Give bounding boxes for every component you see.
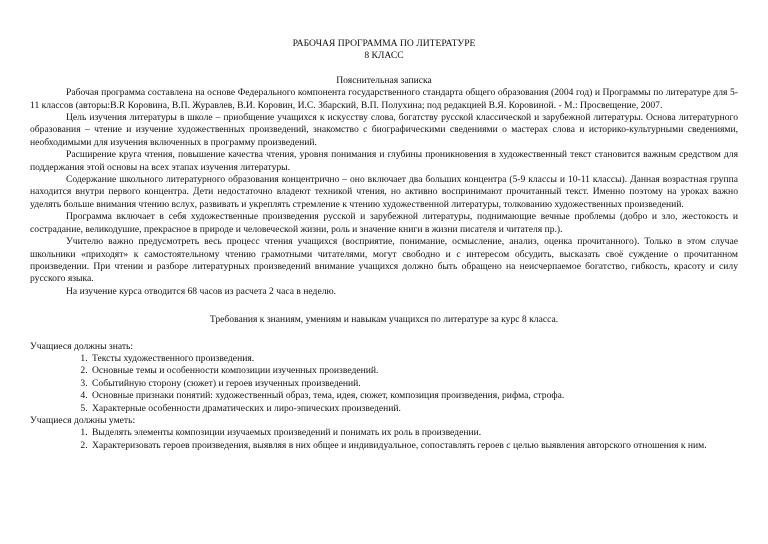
list-item: 1. Выделять элементы композиции изучаемых произведений и понимать их роль в произведении. (90, 427, 738, 439)
note-paragraph: Рабочая программа составлена на основе Федерального компонента государственного стандарта общего образования (2004 год) и Программы по литературе для 5-11 классов (авторы:В.R Коровина, В.П. Журавлев, В.И. Коровин, И.С. Збарский, В.П. Полухина; под редакцией В.Я. Коровиной. - М.: Просвещение, 2007. (30, 87, 738, 111)
grade-label: 8 КЛАСС (364, 50, 404, 62)
note-paragraph: На изучение курса отводится 68 часов из расчета 2 часа в неделю. (66, 285, 337, 297)
document-title: РАБОЧАЯ ПРОГРАММА ПО ЛИТЕРАТУРЕ (292, 38, 476, 49)
list-item: 2. Характеризовать героев произведения, выявляя в них общее и индивидуальное, сопоставлять героев с целью выявления авторского отношения к ним. (90, 440, 738, 452)
list-item: 4. Основные признаки понятий: художественный образ, тема, идея, сюжет, композиция произведения, рифма, строфа. (90, 390, 738, 402)
can-intro: Учащиеся должны уметь: (30, 414, 136, 426)
note-paragraph: Расширение круга чтения, повышение качества чтения, уровня понимания и глубины проникновения в художественный текст становится важным средством для поддержания этой основы на всех этапах изучения литературы. (30, 149, 738, 173)
note-paragraph: Цель изучения литературы в школе – приобщение учащихся к искусству слова, богатству русской классической и зарубежной литературы. Основа литературного образования – чтение и изучение художественных произведений, знакомство с биографическими сведениями о мастерах слова и историко-культурными сведениями, необходимыми для изучения включенных в программу произведений. (30, 112, 738, 148)
know-list (30, 353, 738, 415)
know-intro: Учащиеся должны знать: (30, 340, 134, 352)
list-item: 2. Основные темы и особенности композиции изученных произведений. (90, 365, 738, 377)
note-paragraph: Учителю важно предусмотреть весь процесс чтения учащихся (восприятие, понимание, осмысление, анализ, оценка прочитанного). Только в этом случае школьники «приходят» к самостоятельному чтению грамотными читателями, могут свободно и с интересом обсудить, высказать своё суждение о прочитанном произведении. При чтении и разборе литературных произведений внимание учащихся должно быть обращено на неисчерпаемое богатство, гибкость, красоту и силу русского языка. (30, 236, 738, 285)
list-item: 3. Событийную сторону (сюжет) и героев изученных произведений. (90, 378, 738, 390)
explanatory-note-heading: Пояснительная записка (336, 74, 432, 86)
can-list (30, 427, 738, 452)
list-item: 5. Характерные особенности драматических и лиро-эпических произведений. (90, 403, 738, 415)
note-paragraph: Содержание школьного литературного образования концентрично – оно включает два больших концентра (5-9 классы и 10-11 классы). Данная возрастная группа находится внутри первого концентра. Дети недостаточно владеют техникой чтения, но активно воспринимают прочитанный текст. Именно поэтому на уроках важно уделять больше внимания чтению вслух, развивать и укреплять стремление к чтению художественной литературы, толкованию художественных произведений. (30, 174, 738, 210)
note-paragraph: Программа включает в себя художественные произведения русской и зарубежной литературы, поднимающие вечные проблемы (добро и зло, жестокость и сострадание, великодушие, прекрасное в природе и человеческой жизни, роль и значение книги в жизни писателя и читателя пр.). (30, 211, 738, 235)
list-item: 1. Тексты художественного произведения. (90, 353, 738, 365)
requirements-heading: Требования к знаниям, умениям и навыкам учащихся по литературе за курс 8 класса. (209, 314, 559, 326)
